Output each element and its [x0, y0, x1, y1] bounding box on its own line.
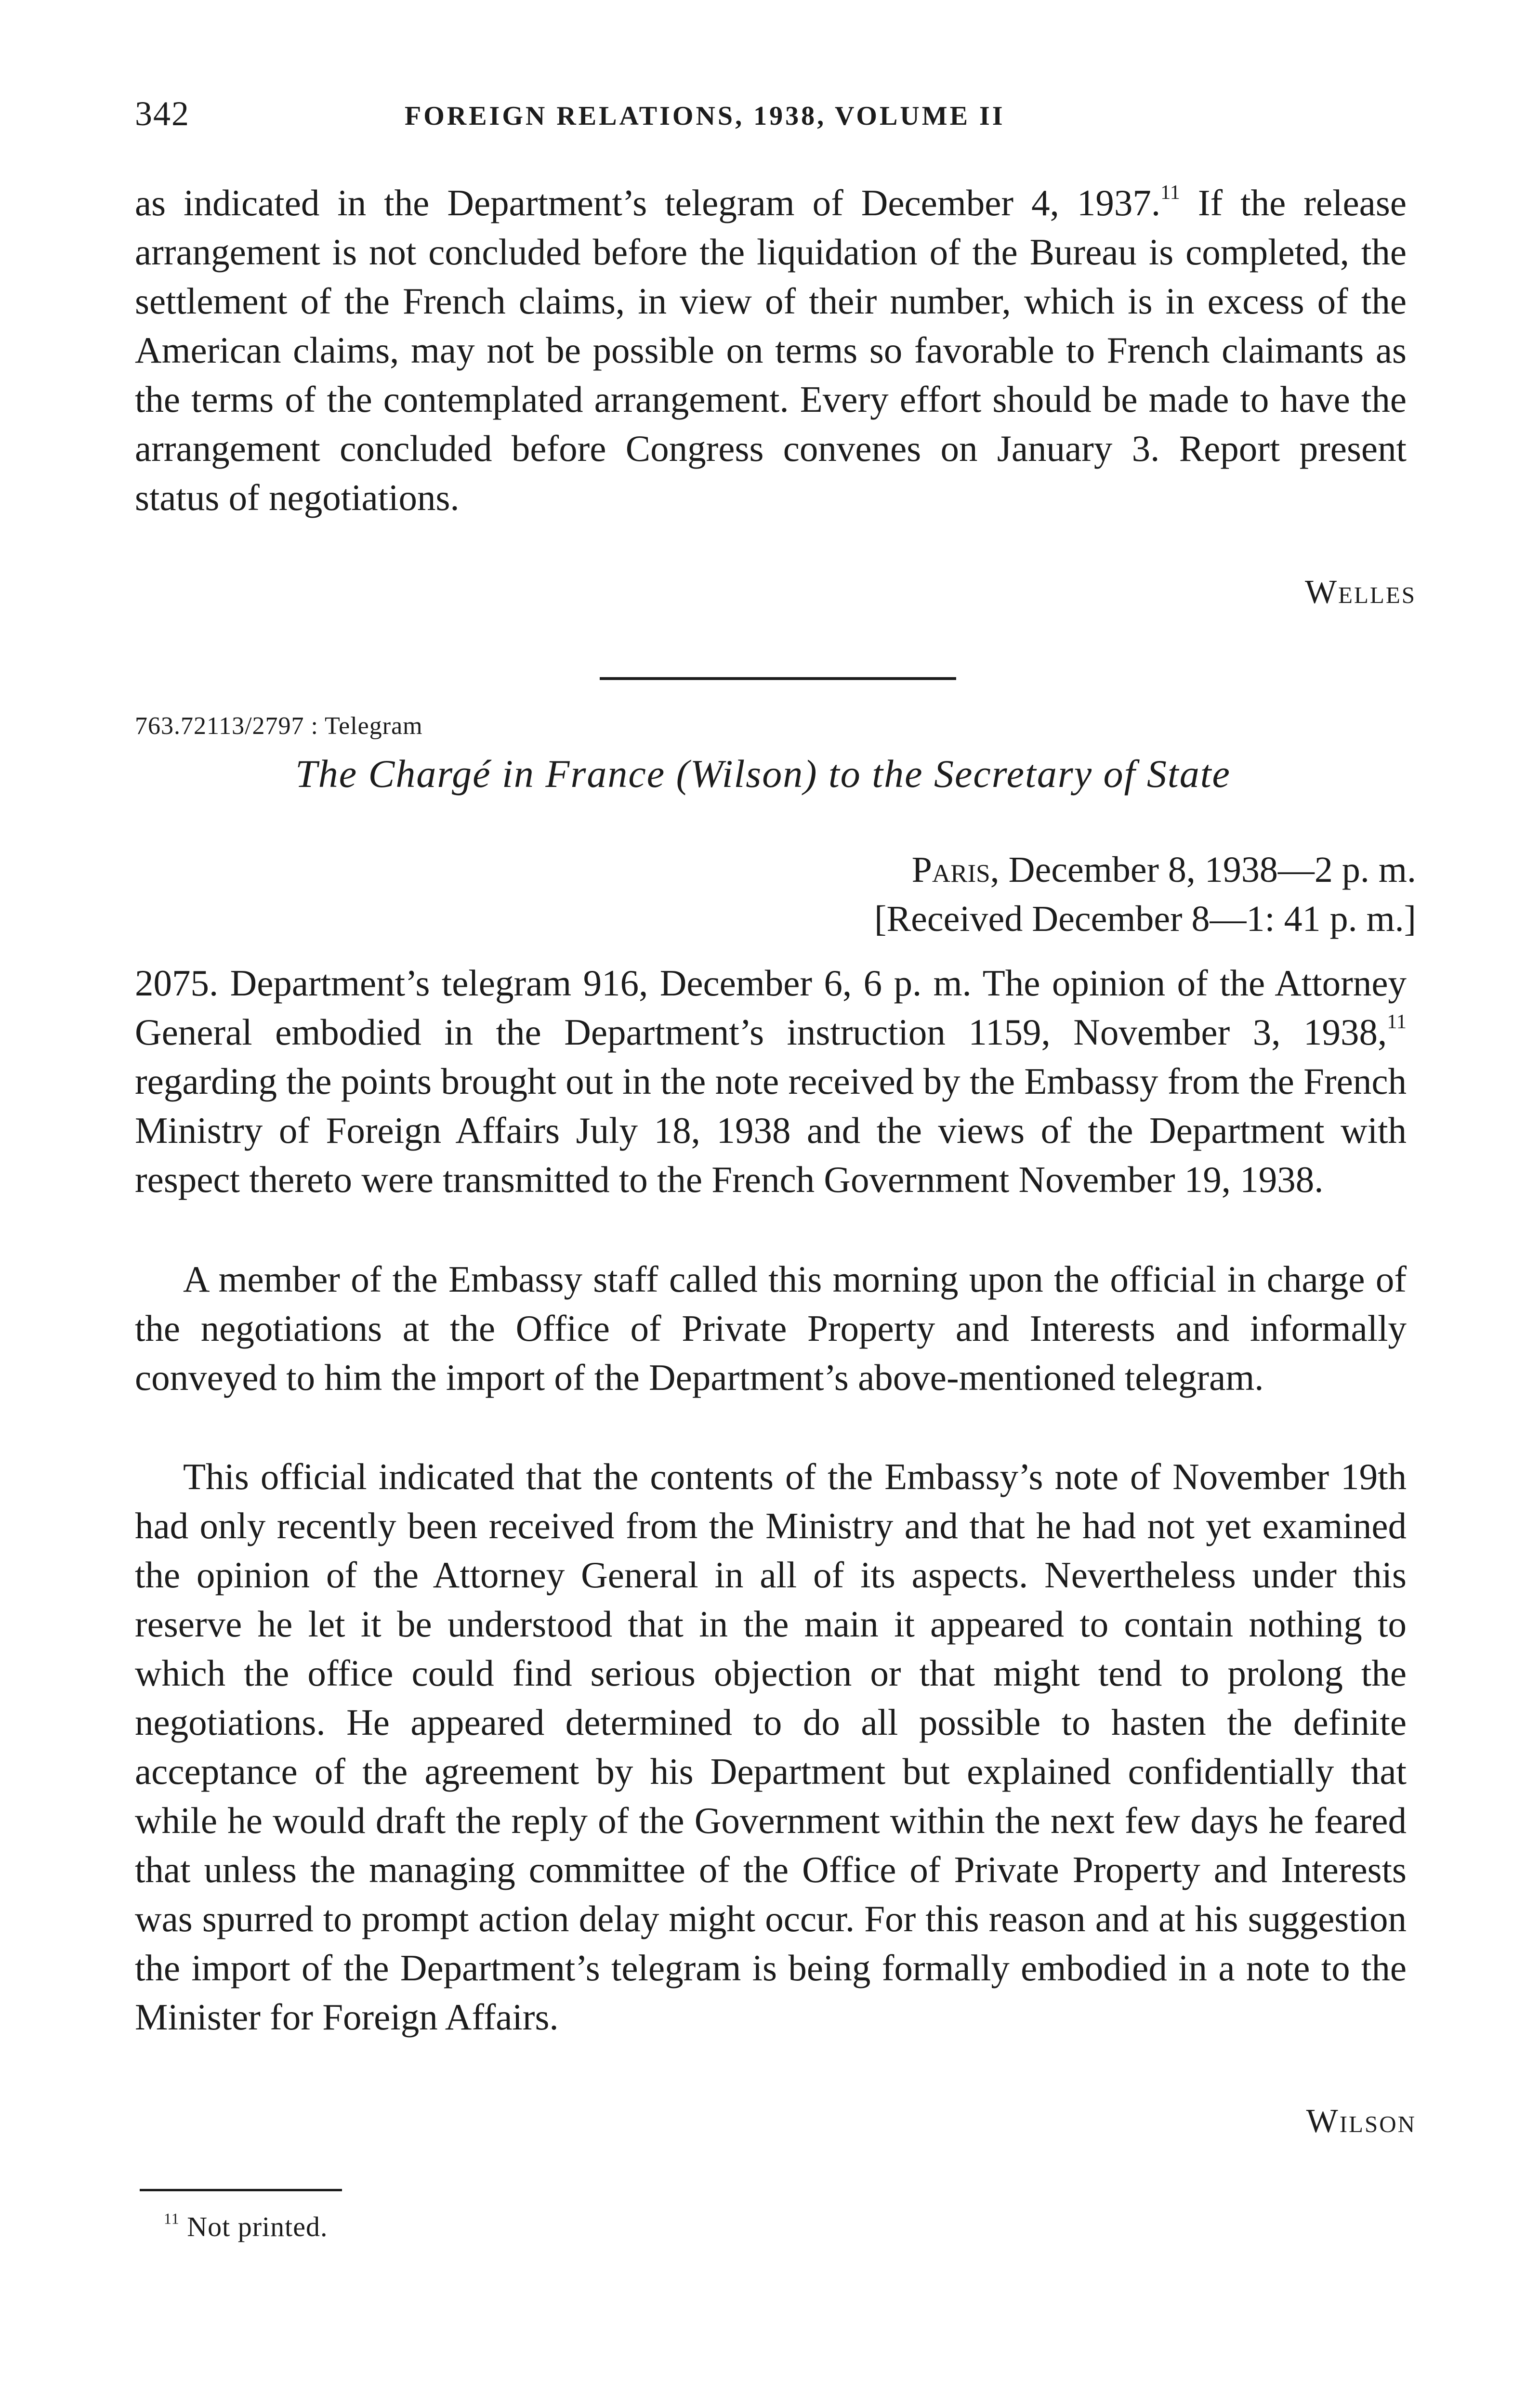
continuation-text-start: as indicated in the Department’s telegram of December 4, 1937. — [135, 182, 1161, 223]
file-reference: 763.72113/2797 : Telegram — [135, 712, 423, 740]
footnote-marker[interactable]: 11 — [1160, 181, 1180, 204]
paragraph-1-text-end: regarding the points brought out in the note received by the Embassy from the French Ministry of Foreign Affairs July 18, 1938 and the views of the Department with respect thereto were transmitted to the French Government November 19, 1938. — [135, 1060, 1407, 1200]
signature-welles: Welles — [1304, 574, 1416, 611]
continuation-text-end: If the release arrangement is not concluded before the liquidation of the Bureau is completed, the settlement of the French claims, in view of their number, which is in excess of the American claims, may not be possible on terms so favorable to French claimants as the terms of the contemplated arrangement. Every effort should be made to have the arrangement concluded before Congress convenes on January 3. Report present status of negotiations. — [135, 182, 1407, 518]
footnote — [164, 2211, 328, 2243]
telegram-paragraph-3: This official indicated that the contents of the Embassy’s note of November 19th had only recently been received from the Ministry and that he had not yet examined the opinion of the Attorney General in all of its aspects. Nevertheless under this reserve he let it be understood that in the main it appeared to contain nothing to which the office could find serious objection or that might tend to prolong the negotiations. He appeared determined to do all possible to hasten the definite acceptance of the agreement by his Department but explained confidentially that while he would draft the reply of the Government within the next few days he feared that unless the managing committee of the Office of Private Property and Interests was spurred to prompt action delay might occur. For this reason and at his suggestion the import of the Department’s telegram is being formally embodied in a note to the Minister for Foreign Affairs. — [135, 1456, 1407, 2038]
footnote-marker[interactable]: 11 — [1387, 1010, 1407, 1034]
dateline — [874, 845, 1416, 943]
continuation-paragraph — [135, 178, 1407, 522]
footnote-text: Not printed. — [179, 2211, 328, 2242]
footnote-number: 11 — [164, 2210, 180, 2227]
document-title: The Chargé in France (Wilson) to the Secretary of State — [295, 752, 1231, 796]
paragraph-1-text-start: 2075. Department’s telegram 916, December 6, 6 p. m. The opinion of the Attorney General embodied in the Department’s instruction 1159, November 3, 1938, — [135, 962, 1407, 1053]
signature-wilson: Wilson — [1306, 2103, 1416, 2140]
dateline-place: Paris — [911, 850, 990, 890]
section-divider — [600, 677, 956, 680]
dateline-received: [Received December 8—1: 41 p. m.] — [874, 899, 1416, 939]
page-header — [135, 94, 1407, 142]
telegram-paragraph-2: A member of the Embassy staff called this morning upon the official in charge of the negotiations at the Office of Private Property and Interests and informally conveyed to him the import of the Department’s above-mentioned telegram. — [135, 1258, 1407, 1398]
footnote-divider — [140, 2189, 342, 2191]
dateline-sent — [874, 845, 1416, 894]
running-head: FOREIGN RELATIONS, 1938, VOLUME II — [405, 101, 1005, 131]
dateline-date: , December 8, 1938—2 p. m. — [990, 850, 1416, 890]
page-number: 342 — [135, 94, 190, 133]
telegram-paragraph-1 — [135, 958, 1407, 1204]
